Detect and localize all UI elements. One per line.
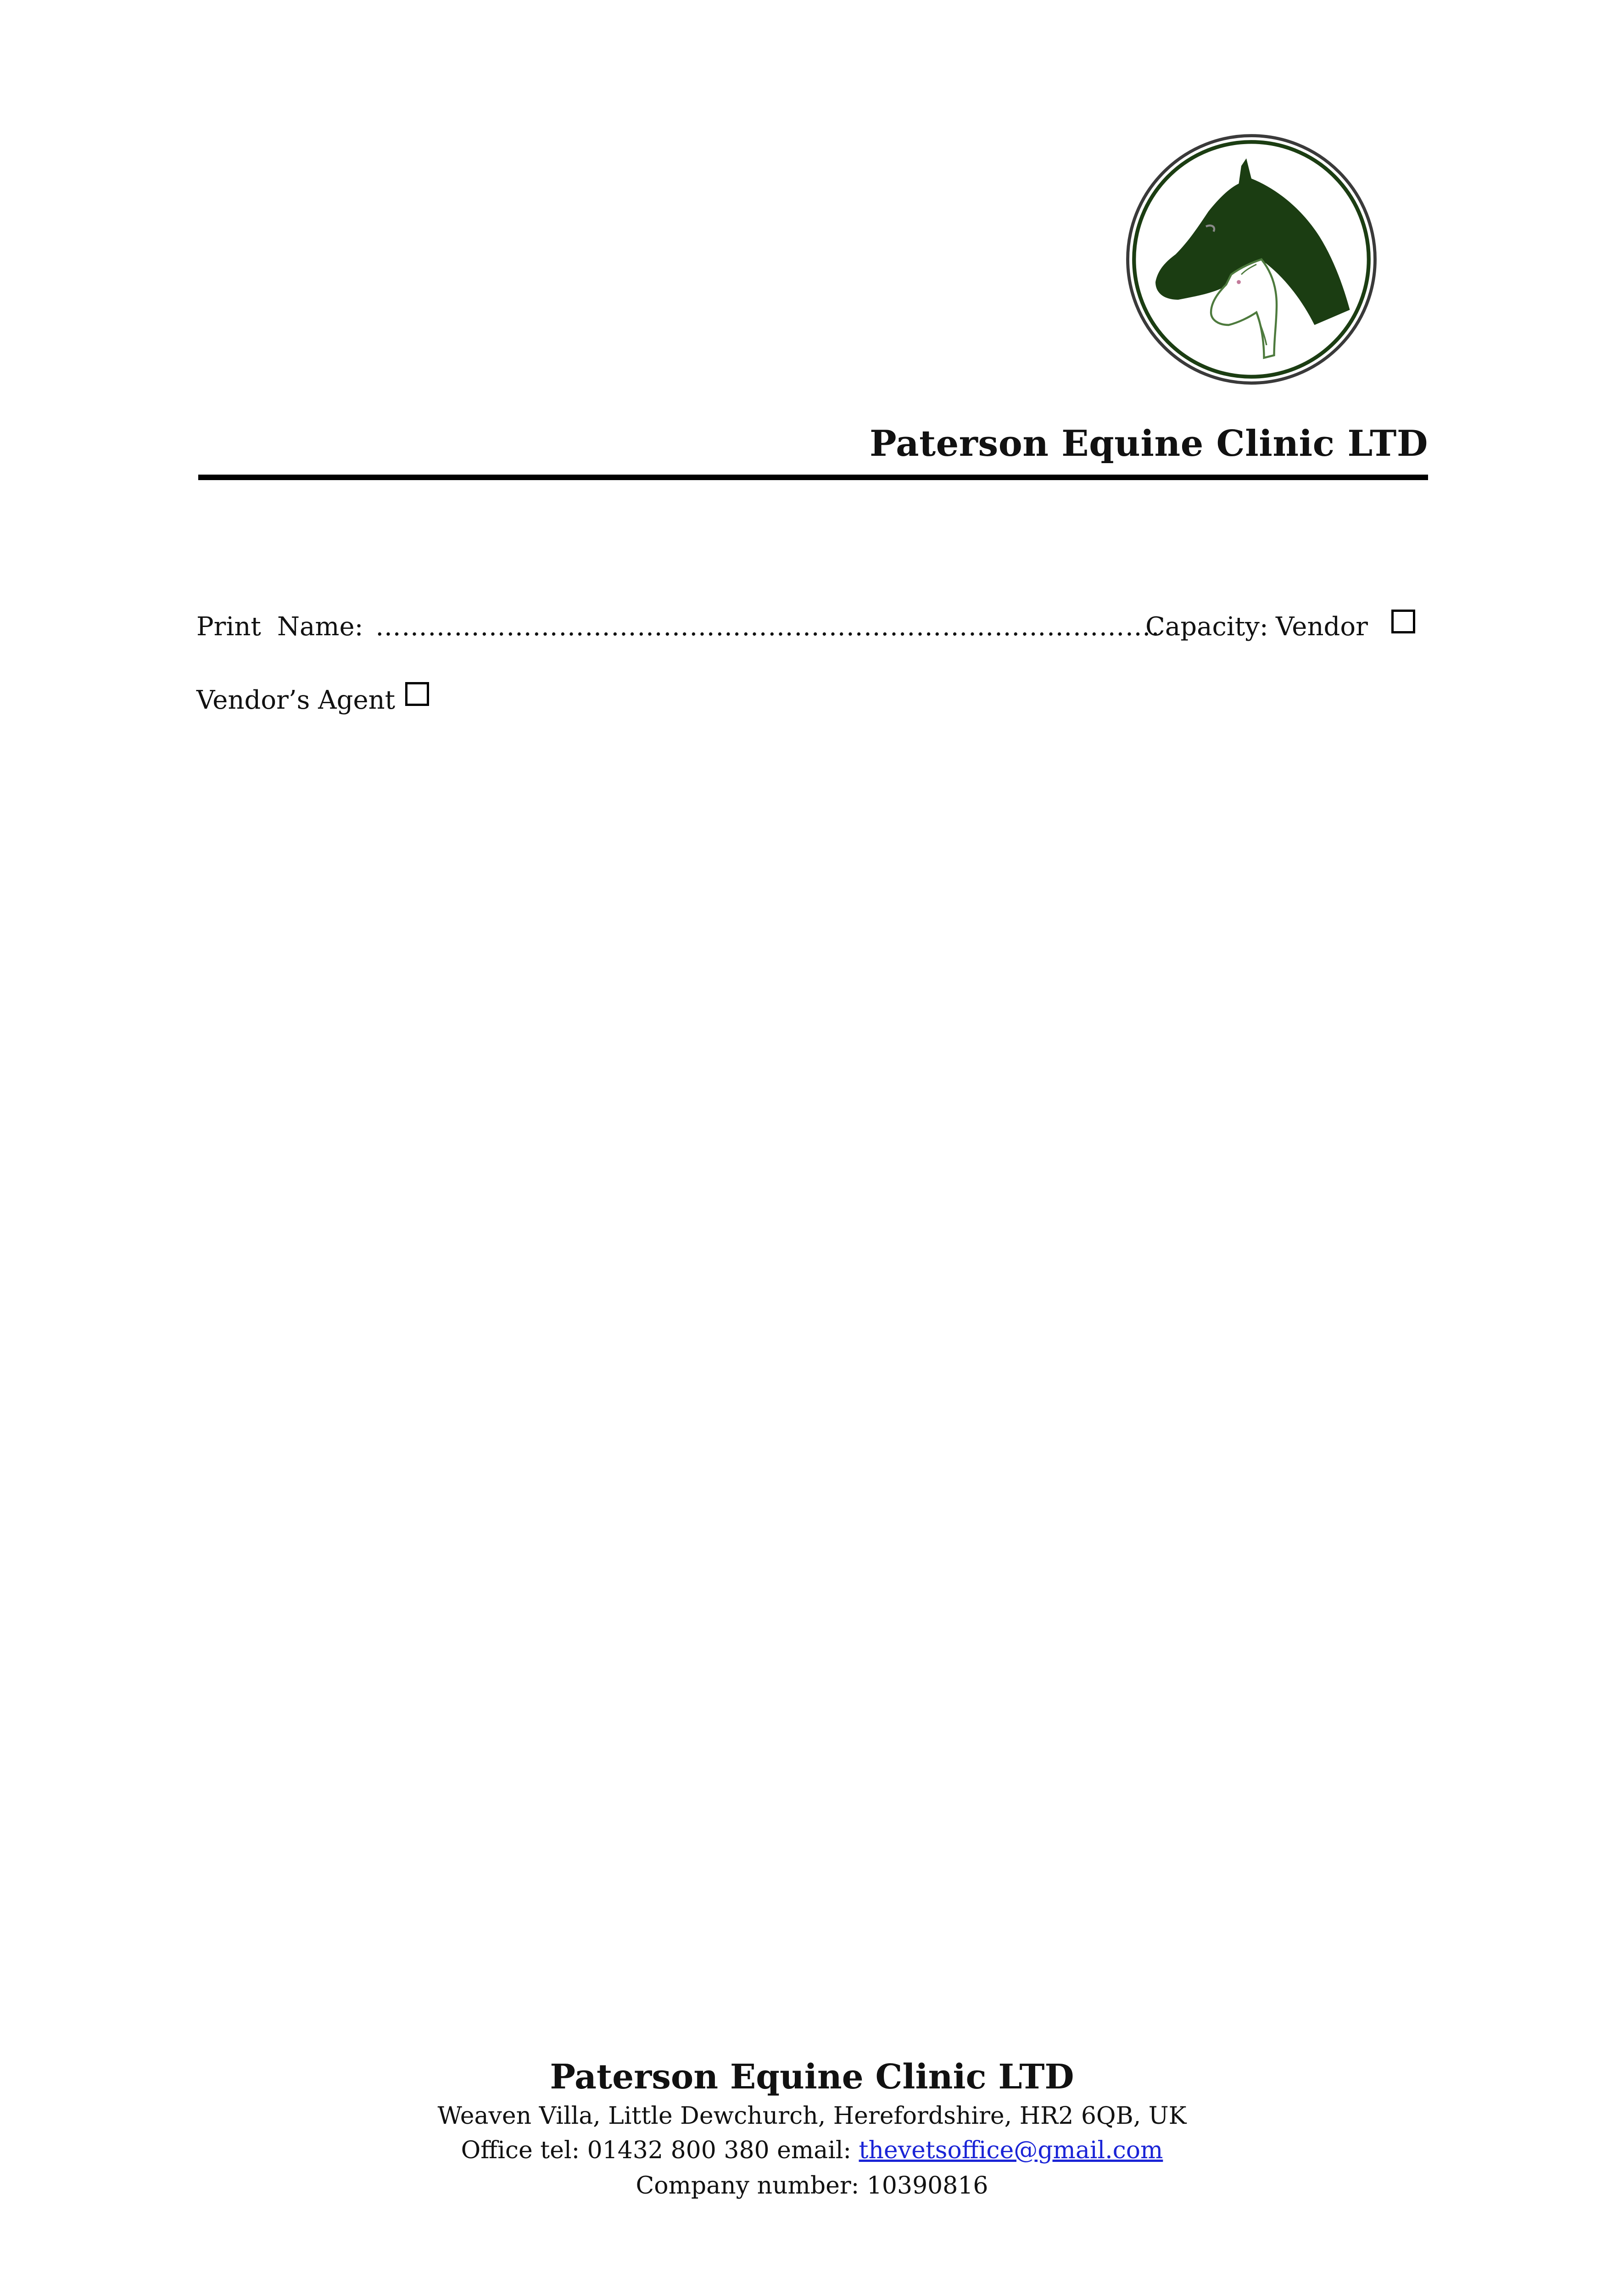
vendor-checkbox[interactable]: [1391, 610, 1415, 633]
print-label: Print: [196, 612, 261, 642]
footer-company-number: Company number: 10390816: [636, 2172, 988, 2200]
office-tel-text: Office tel: 01432 800 380 email:: [461, 2137, 859, 2164]
horse-heads-logo-icon: [1125, 133, 1378, 386]
name-input-line[interactable]: ………………………………………………..…………………………….: [375, 612, 1160, 642]
header-divider: [198, 475, 1428, 480]
footer-contact: [0, 2137, 1624, 2164]
header-company-title: Paterson Equine Clinic LTD: [870, 423, 1428, 465]
email-link[interactable]: thevetsoffice@gmail.com: [859, 2137, 1163, 2164]
name-label: Name:: [277, 612, 363, 642]
vendor-agent-checkbox[interactable]: [405, 682, 429, 706]
footer-company-name: Paterson Equine Clinic LTD: [550, 2057, 1074, 2097]
capacity-label: Capacity:: [1145, 612, 1268, 642]
footer-address: Weaven Villa, Little Dewchurch, Herefordshire, HR2 6QB, UK: [437, 2102, 1187, 2130]
vendor-agent-row: [196, 685, 429, 715]
vendor-label: Vendor: [1276, 612, 1368, 642]
vendor-agent-label: Vendor’s Agent: [196, 685, 396, 715]
